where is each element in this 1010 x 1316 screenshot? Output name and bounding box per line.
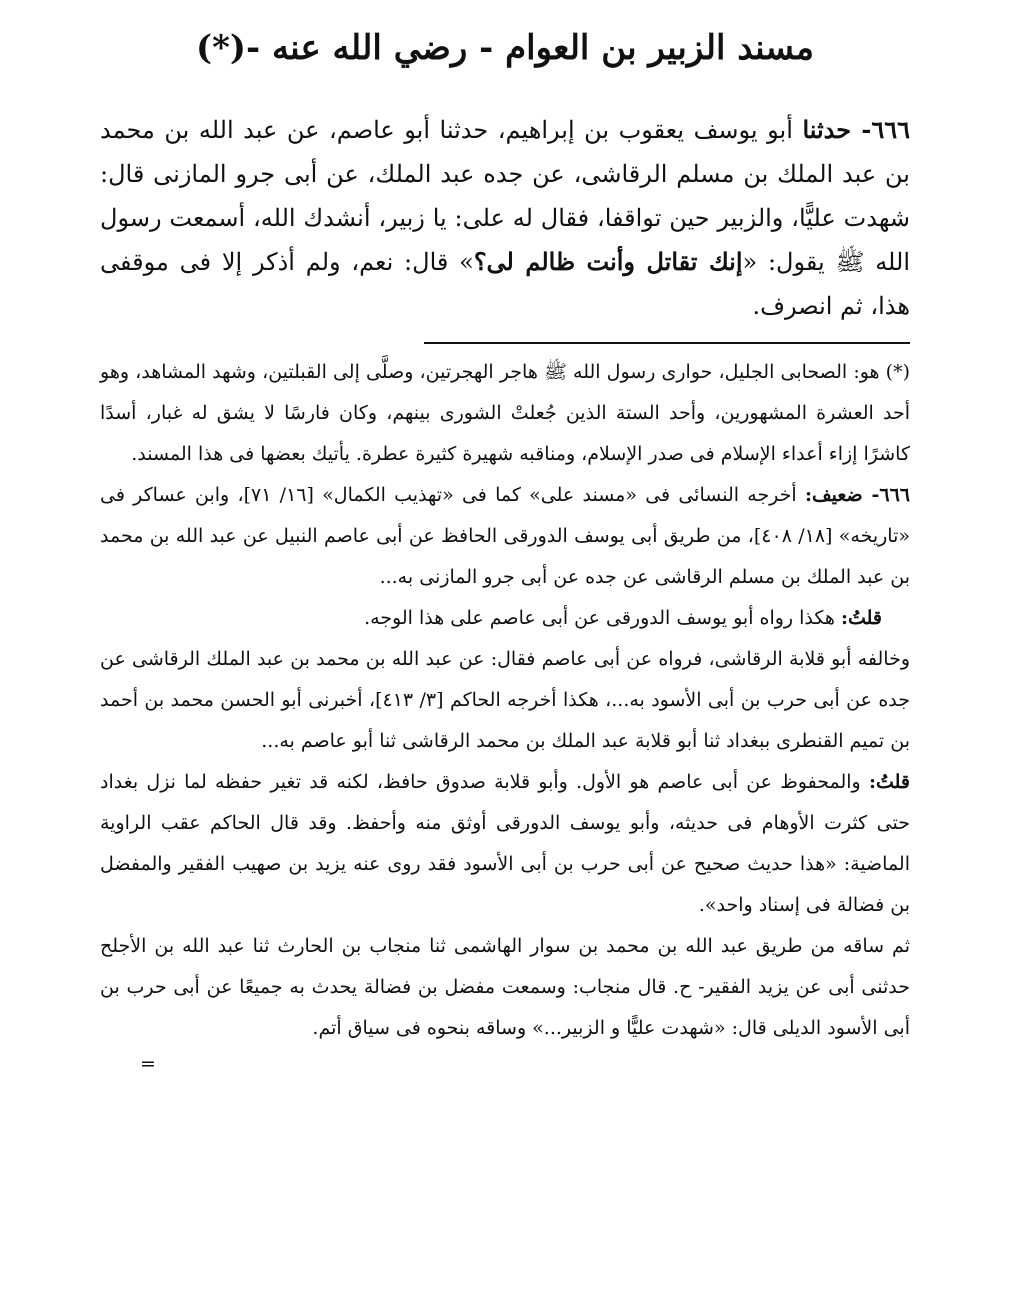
hadith-ending: » قال: نعم، ولم أذكر إلا فى موقفى هذا، ثم انصرف.: [100, 248, 910, 320]
takhrij-text: أخرجه النسائى فى «مسند على» كما فى «تهذيب الكمال» [١٦/ ٧١]، وابن عساكر فى «تاريخه» [١٨/ ٤٠٨]، من طريق أبى يوسف الدورقى الحافظ عن أبى عاصم النبيل عن عبد الله بن محمد بن عبد الملك بن مسلم الرقاشى عن جده عن أبى جرو المازنى به...: [100, 484, 910, 588]
continuation-mark: =: [140, 1053, 156, 1075]
takhrij-label: ٦٦٦- ضعيف:: [804, 484, 910, 506]
qult-label-2: قلتُ:: [868, 771, 911, 793]
footnote-divider: [424, 342, 910, 344]
hadith-quote: إنك تقاتل وأنت ظالم لى؟: [473, 247, 743, 276]
hadith-isnad: أبو يوسف يعقوب بن إبراهيم، حدثنا أبو عاصم، عن عبد الله بن محمد بن عبد الملك بن مسلم الرقاشى، عن جده عبد الملك، عن أبى جرو المازنى قال: شهدت عليًّا، والزبير حين تواقفا، فقال له على: يا زبير، أنشدك الله، أسمعت رسول الله ﷺ يقول: «: [100, 116, 910, 276]
document-page: [100, 0, 910, 1316]
hadith-number: ٦٦٦- حدثنا: [802, 115, 911, 144]
qult-text-2: والمحفوظ عن أبى عاصم هو الأول. وأبو قلابة صدوق حافظ، لكنه قد تغير حفظه لما نزل بغداد حتى كثرت الأوهام فى حديثه، وأبو يوسف الدورقى أوثق منه وأحفظ. وقد قال الحاكم عقب الراوية الماضية: «هذا حديث صحيح عن أبى حرب بن أبى الأسود فقد روى عنه يزيد بن صهيب الفقير والمفضل بن فضالة فى إسناد واحد».: [100, 771, 910, 916]
footnotes: [100, 352, 910, 1049]
takhrij-note: [100, 475, 910, 598]
thumma-note: ثم ساقه من طريق عبد الله بن محمد بن سوار الهاشمى ثنا منجاب بن الحارث ثنا عبد الله بن الأجلح حدثنى أبى عن يزيد الفقير- ح. قال منجاب: وسمعت مفضل بن فضالة يحدث به جميعًا عن أبى حرب بن أبى الأسود الديلى قال: «شهدت عليًّا و الزبير...» وساقه بنحوه فى سياق أتم.: [100, 935, 910, 1039]
qult-text-1: هكذا رواه أبو يوسف الدورقى عن أبى عاصم على هذا الوجه.: [364, 607, 835, 629]
hadith-text: [100, 108, 910, 328]
qult-label-1: قلتُ:: [840, 607, 882, 629]
page-title: مسند الزبير بن العوام - رضي الله عنه -(*): [196, 28, 814, 68]
khalafahu-note: وخالفه أبو قلابة الرقاشى، فرواه عن أبى عاصم فقال: عن عبد الله بن محمد بن عبد الملك الرقاشى عن جده عن أبى حرب بن أبى الأسود به...، هكذا أخرجه الحاكم [٣/ ٤١٣]، أخبرنى أبو الحسن محمد بن أحمد بن تميم القنطرى ببغداد ثنا أبو قلابة عبد الملك بن محمد الرقاشى ثنا أبو عاصم به...: [100, 648, 910, 752]
qult-note-1: [100, 598, 910, 639]
qult-note-2: [100, 762, 910, 926]
biography-note: (*) هو: الصحابى الجليل، حوارى رسول الله ﷺ هاجر الهجرتين، وصلَّى إلى القبلتين، وشهد المشاهد، وهو أحد العشرة المشهورين، وأحد الستة الذين جُعلتْ الشورى بينهم، وكان فارسًا لا يشق له غبار، أسدًا كاشرًا إزاء أعداء الإسلام فى صدر الإسلام، ومناقبه شهيرة كثيرة عطرة. يأتيك بعضها فى هذا المسند.: [100, 361, 910, 465]
